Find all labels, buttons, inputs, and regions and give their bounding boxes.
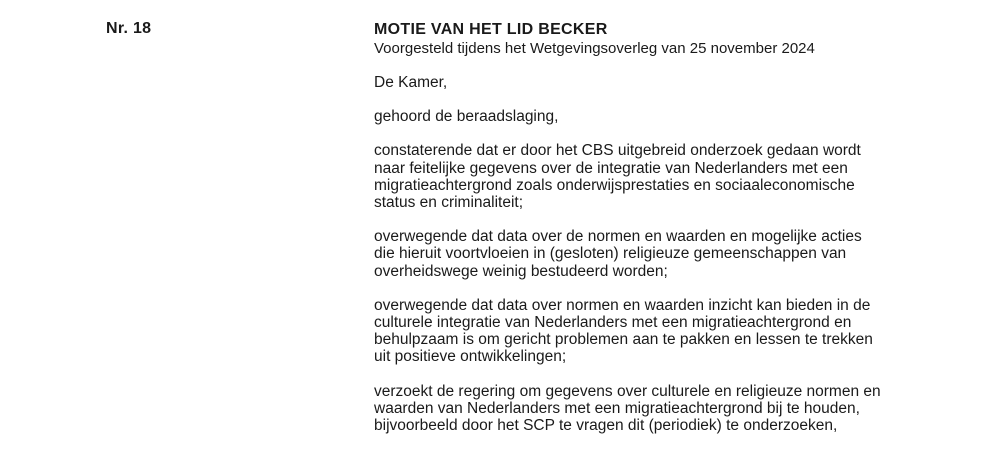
paragraph-address	[374, 74, 934, 91]
text-line: waarden van Nederlanders met een migratieachtergrond bij te houden,	[374, 399, 860, 417]
text-line: uit positieve ontwikkelingen;	[374, 348, 567, 366]
text-line: naar feitelijke gegevens over de integratie van Nederlanders met een	[374, 159, 848, 177]
text-line: overwegende dat data over normen en waarden inzicht kan bieden in de	[374, 296, 871, 314]
text-line: constaterende dat er door het CBS uitgebreid onderzoek gedaan wordt	[374, 142, 861, 160]
document-number: Nr. 18	[106, 20, 152, 37]
text-line: die hieruit voortvloeien in (gesloten) religieuze gemeenschappen van	[374, 245, 847, 263]
text-line: gehoord de beraadslaging,	[374, 108, 559, 126]
paragraph-overwegende-2	[374, 297, 934, 366]
paragraph-verzoekt	[374, 383, 934, 435]
text-line: bijvoorbeeld door het SCP te vragen dit (periodiek) te onderzoeken,	[374, 417, 838, 435]
text-line: overheidswege weinig bestudeerd worden;	[374, 262, 668, 280]
text-line: culturele integratie van Nederlanders met een migratieachtergrond en	[374, 314, 852, 332]
text-line: migratieachtergrond zoals onderwijsprestaties en sociaaleconomische	[374, 176, 855, 194]
text-line: status en criminaliteit;	[374, 194, 524, 212]
motion-title: MOTIE VAN HET LID BECKER	[374, 21, 608, 38]
text-line: overwegende dat data over de normen en waarden en mogelijke acties	[374, 228, 862, 246]
document-body	[374, 20, 934, 434]
paragraph-deliberation	[374, 108, 934, 125]
text-line: behulpzaam is om gericht problemen aan te pakken en lessen te trekken	[374, 331, 873, 349]
paragraph-overwegende-1	[374, 228, 934, 280]
text-line: De Kamer,	[374, 74, 448, 91]
paragraph-constaterende	[374, 142, 934, 211]
motion-subtitle: Voorgesteld tijdens het Wetgevingsoverleg van 25 november 2024	[374, 40, 815, 57]
text-line: verzoekt de regering om gegevens over culturele en religieuze normen en	[374, 382, 881, 400]
